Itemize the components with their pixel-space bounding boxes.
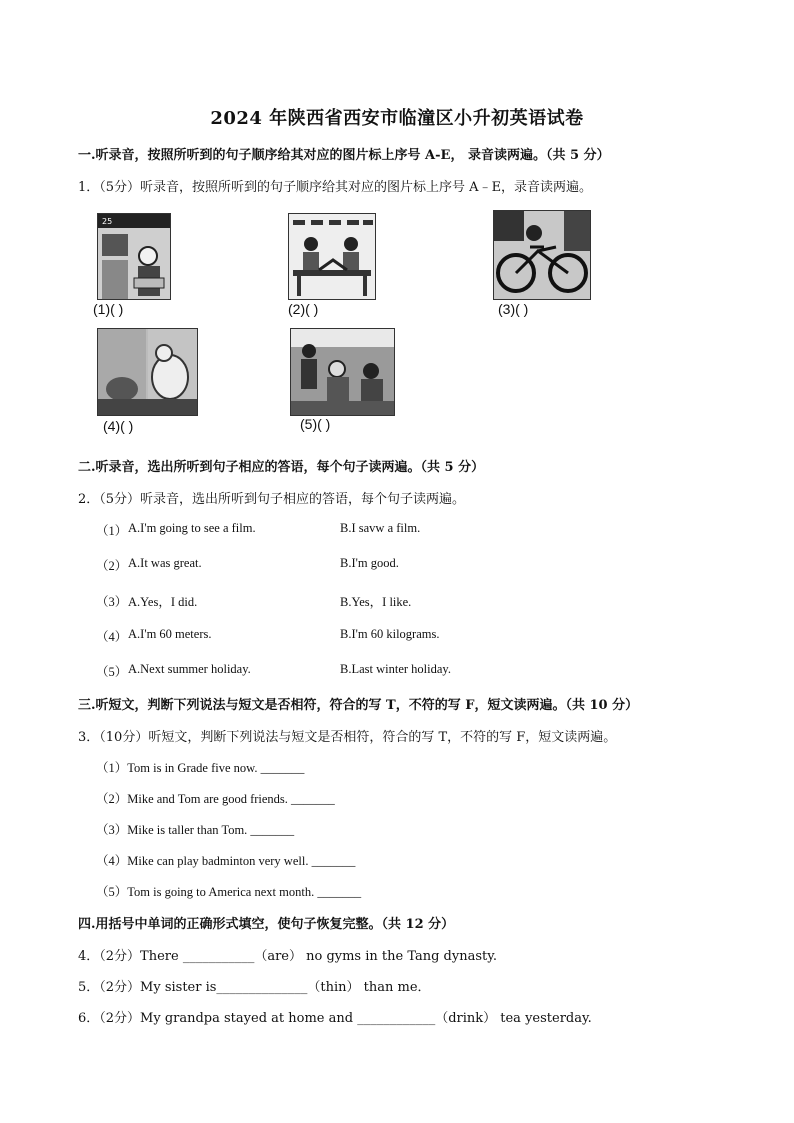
q3-statement-1: （1）Tom is in Grade five now. _______ bbox=[96, 761, 305, 775]
question-6: 6．（2分）My grandpa stayed at home and ____________（drink） tea yesterday. bbox=[78, 1011, 592, 1026]
section-4-heading: 四.用括号中单词的正确形式填空，使句子恢复完整。（共 12 分） bbox=[78, 917, 455, 932]
q2-item-5-number: （5） bbox=[96, 665, 128, 679]
picture-1-number: 25 bbox=[102, 217, 113, 226]
picture-2-caption: (2)( ) bbox=[288, 301, 319, 317]
q2-item-5-option-b: B.Last winter holiday. bbox=[340, 662, 451, 676]
picture-5-family-scene bbox=[290, 328, 395, 416]
picture-1-caption: (1)( ) bbox=[93, 301, 124, 317]
q2-item-1-number: （1） bbox=[96, 524, 128, 538]
question-5: 5．（2分）My sister is______________（thin） than me． bbox=[78, 980, 431, 995]
question-3-stem: 3．（10分）听短文，判断下列说法与短文是否相符，符合的写 T，不符的写 F，短文读两遍。 bbox=[78, 730, 617, 745]
q3-statement-2: （2）Mike and Tom are good friends. _______ bbox=[96, 792, 335, 806]
q2-item-3-option-b: B.Yes，I like. bbox=[340, 595, 412, 609]
q2-item-4-option-a: A.I'm 60 meters. bbox=[128, 627, 212, 641]
question-1-stem: 1．（5分）听录音，按照所听到的句子顺序给其对应的图片标上序号 A﹣E，录音读两遍。 bbox=[78, 180, 593, 195]
picture-1-boy-at-station bbox=[97, 213, 171, 300]
q3-statement-4: （4）Mike can play badminton very well. _______ bbox=[96, 854, 356, 868]
q3-statement-5: （5）Tom is going to America next month. _______ bbox=[96, 885, 362, 899]
picture-3-bicycle bbox=[493, 210, 591, 300]
section-3-heading: 三.听短文，判断下列说法与短文是否相符，符合的写 T，不符的写 F，短文读两遍。（共 10 分） bbox=[78, 698, 639, 713]
question-4: 4．（2分）There ___________（are） no gyms in the Tang dynasty. bbox=[78, 949, 497, 964]
q2-item-2-number: （2） bbox=[96, 559, 128, 573]
q2-item-1-option-b: B.I savw a film. bbox=[340, 521, 421, 535]
q2-item-2-option-b: B.I'm good. bbox=[340, 556, 399, 570]
q2-item-2-option-a: A.It was great. bbox=[128, 556, 202, 570]
q2-item-3-option-a: A.Yes，I did. bbox=[128, 595, 198, 609]
q2-item-4-number: （4） bbox=[96, 630, 128, 644]
q2-item-1-option-a: A.I'm going to see a film. bbox=[128, 521, 256, 535]
q2-item-3-number: （3） bbox=[96, 595, 128, 609]
q2-item-5-option-a: A.Next summer holiday. bbox=[128, 662, 251, 676]
question-2-stem: 2．（5分）听录音，选出所听到句子相应的答语，每个句子读两遍。 bbox=[78, 492, 466, 507]
section-2-heading: 二.听录音，选出所听到句子相应的答语，每个句子读两遍。（共 5 分） bbox=[78, 460, 485, 475]
picture-4-caption: (4)( ) bbox=[103, 418, 134, 434]
picture-4-duck-and-egg bbox=[97, 328, 198, 416]
picture-3-caption: (3)( ) bbox=[498, 301, 529, 317]
page-title: 2024 年陕西省西安市临潼区小升初英语试卷 bbox=[210, 108, 584, 129]
picture-2-kids-on-bench bbox=[288, 213, 376, 300]
q3-statement-3: （3）Mike is taller than Tom. _______ bbox=[96, 823, 295, 837]
picture-5-caption: (5)( ) bbox=[300, 416, 331, 432]
section-1-heading: 一.听录音，按照所听到的句子顺序给其对应的图片标上序号 A-E， 录音读两遍。（共 5 分） bbox=[78, 148, 610, 163]
q2-item-4-option-b: B.I'm 60 kilograms. bbox=[340, 627, 440, 641]
